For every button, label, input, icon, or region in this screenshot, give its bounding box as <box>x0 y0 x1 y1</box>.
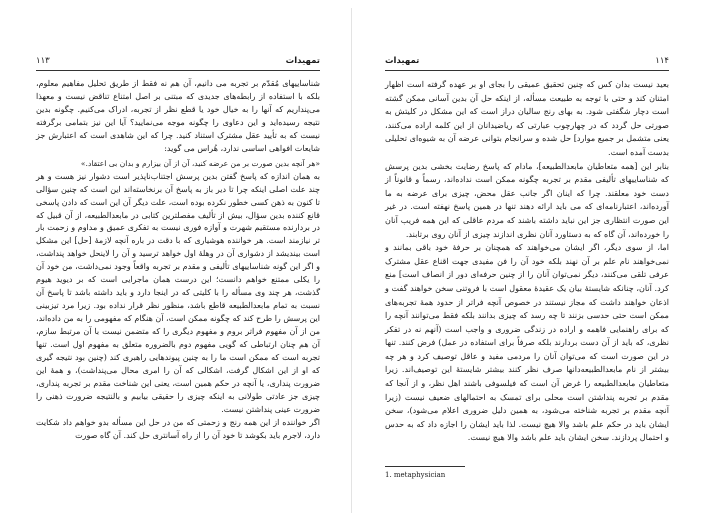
book-gutter <box>351 8 352 513</box>
footnote-rule <box>385 466 465 467</box>
right-running-head <box>385 56 669 70</box>
left-running-head <box>36 56 320 70</box>
left-quotation: «هر آنچه بدین صورت بر من عرضه کنید، آن از آن بیزارم و بدان بی اعتقاد.» <box>80 158 320 168</box>
right-page <box>365 12 687 510</box>
right-paragraph-3: اما، از سوی دیگر، اگر ایشان می‌خواهند که همچنان بر حرفهٔ خود باقی بمانند و نمی‌خواهند نام علم بر آن نهند بلکه خود آن را فن مفیدی جهت اقناع عقل مشترک عرفی تلقی می‌کنند، دیگر نمی‌توان آنان را از چنین حرفه‌ای دور از انصاف است] منع کرد. آنان، چنانکه شایستهٔ بیان یک عقیدهٔ معقول است با فروتنی سخن خواهند گفت و اذعان خواهند داشت که مجاز نیستند در خصوص آنچه فراتر از حدود همهٔ تجربه‌های ممکن است حتی حدسی بزنند تا چه رسد که چیزی بدانند بلکه فقط می‌توانند آنچه را که برای راهنمایی فاهمه و اراده در زندگی ضروری و واجب است (آنهم نه در تفکر نظری، که باید از آن دست بردارند بلکه صرفاً برای استفاده در عمل) فرض کنند. تنها در این صورت است که می‌توان آنان را مردمی مفید و عاقل توصیف کرد و هر چه بیشتر از نام مابعدالطبیعه‌دانها صرف نظر کنند بیشتر شایستهٔ این توصیف‌اند. زیرا متعاطیان مابعدالطبیعه را غرض آن است که فیلسوفی باشند اهل نظر، و از آنجا که مقدم بر تجربه پنداشتن است محلی برای تمسک به احتمالهای ضعیف نیست (زیرا آنچه مقدم بر تجربه شناخته می‌شود، به همین دلیل ضروری اعلام می‌شود)، سخن ایشان باید در حکم علم باشد والا هیچ نیست. لذا باید ایشان را اجازه داد که به حدس و احتمال پردازند. سخن ایشان باید علم باشد والا هیچ نیست. <box>385 242 669 443</box>
left-paragraph-1: شناساییهای مُقدّم بر تجربه می دانیم، آن هم نه فقط از طریق تحلیل مفاهیم معلوم، بلکه با استفاده از رابطه‌های جدیدی که مبتنی بر اصل امتناع تناقض نیست و معهذا می‌پنداریم که آنها را به خیال خود یا قطع نظر از تجربه، ادراک می‌کنیم. چگونه بدین نتیجه رسیده‌اید و این دعاوی را چگونه موجه می‌نمایید؟ آیا این نیز بتمامی برگرفته نیست که به تأیید عقل مشترک استناد کنید. چرا که این شاهدی است که اعتبارش جز شایعات افواهی اساسی ندارد، هُراس می گوید: <box>36 79 320 153</box>
left-page-body <box>36 78 320 443</box>
left-header-rule <box>36 70 320 71</box>
left-running-title: تمهیدات <box>285 56 320 66</box>
left-paragraph-2: به همان اندازه که پاسخ گفتن بدین پرسش اجتناب‌ناپذیر است دشوار نیز هست و هر چند علت اصلی اینکه چرا تا دیر باز به پاسخ آن برنخاسته‌اند این است که چنین سؤالی تا کنون به ذهن کسی خطور نکرده بوده است، علت دیگر آن این است که دادن پاسخی قانع کننده بدین سؤال، بیش از تألیف مفصلترین کتابی در مابعدالطبیعه، از آن قبیل که در بردارنده مستقیم شهرت و آوازه فوری نیست به تفکری عمیق و مداوم و زحمت بار تر نیازمند است. هر خواننده هوشیاری که با دقت در باره آنچه لازمهٔ [حل] این مشکل است بیندیشد از دشواری آن در وهلهٔ اول خواهد ترسید و آن را لاینحل خواهد پنداشت، و اگر این گونه شناساییهای تألیفی و مقدم بر تجربه واقعاً وجود نمی‌داشت، من خود آن را یکلی ممتنع خواهم دانست؛ این درست همان ماجرایی است که بر دیوید هیوم گذشت، هر چند وی مسأله را با کلیتی که در اینجا دارد و باید داشته باشد تا پاسخ آن نسبت به تمام مابعدالطبیعه قاطع باشد، منظور نظر قرار نداده بود. زیرا مرد تیزبینی این پرسش را طرح کند که چگونه ممکن است، آن هنگام که مفهومی را به من داده‌اند، من از آن مفهوم فراتر بروم و مفهوم دیگری را که متضمن نیست با آن مرتبط سازم، آن هم چنان ارتباطی که گویی مفهوم دوم بالضروره متعلق به مفهوم اول است. تنها تجربه است که ممکن است ما را به چنین پیوندهایی راهبری کند (چنین بود نتیجه گیری که او از این اشکال گرفت، اشکالی که آن را امری محال می‌پنداشت)، و همهٔ این ضرورت پنداری، یا آنچه در حکم همین است، یعنی این شناخت مقدم بر تجربه پنداری، چیزی جز عادتی طولانی به اینکه چیزی را حقیقی بیابیم و بالنتیجه ضرورت ذهنی را ضرورت عینی پنداشتن نیست. <box>36 171 320 414</box>
right-paragraph-1: بعید نیست بدان کس که چنین تحقیق عمیقی را بجای او بر عهده گرفته است اظهار امتنان کند و حتی با توجه به طبیعت مسأله، از اینکه حل آن بدین آسانی ممکن گشته است دچار شگفتی شود. به بهای رنج سالیان دراز است که این مشکل در کلیتش به صورتی حل گردد که در چهارچوب عبارتی که ریاضیدانان از این کلمه اراده می‌کنند، یعنی متشمل بر جمیع موارد] حل شده و سرانجام بتوانی عرضه آن به شیوه‌ای تحلیلی بدست آمده است. <box>385 79 669 157</box>
left-page-number: ۱۱۳ <box>36 56 50 66</box>
footnote: 1. metaphysician <box>385 471 446 479</box>
left-paragraph-3: اگر خواننده از این همه رنج و زحمتی که من در حل این مسأله بدو خواهم داد شکایت دارد، لاجرم باید بکوشد تا خود آن را از راه آسانتری حل کند. آن گاه صورت <box>36 417 320 440</box>
right-page-number: ۱۱۴ <box>655 56 669 66</box>
right-paragraph-2: بنابر این [همه متعاطیان مابعدالطبیعه]، مادام که پاسخ رضایت بخشی بدین پرسش که شناساییهای تألیفی مقدم بر تجربه چگونه ممکن است نداده‌اند، رسماً و قانوناً از دست خود معلقند. چرا که اینان اگر جانب عقل محض، چیزی برای عرضه به ما آورده‌اند، اعتبارنامه‌ای که می باید ارائه دهند تنها در همین پاسخ نهفته است. در غیر این صورت انتظاری جز این نباید داشته باشند که مردم عاقلی که این همه فریب آنان را خورده‌اند، آن گاه که به دستاورد آنان نظری اندازند چیزی از آنان روی برتابند. <box>385 160 669 239</box>
right-running-title: تمهیدات <box>385 56 420 66</box>
right-header-rule <box>385 70 669 71</box>
left-page <box>16 12 338 510</box>
right-page-body <box>385 78 669 445</box>
